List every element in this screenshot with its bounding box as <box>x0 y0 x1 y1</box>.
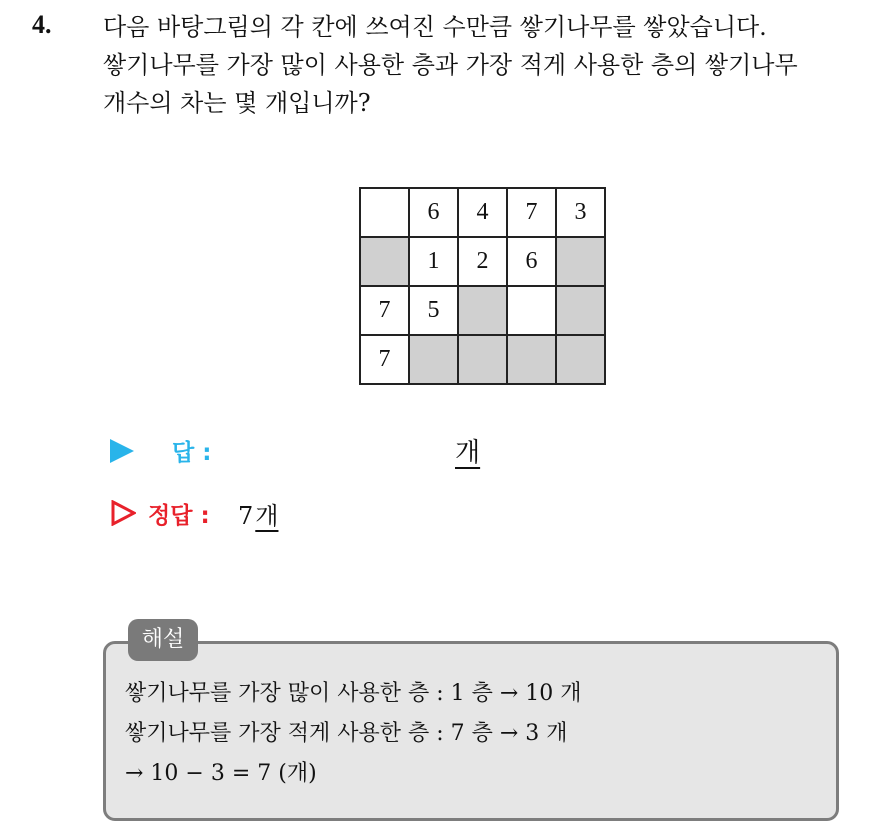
grid-cell: 7 <box>360 335 409 384</box>
grid-row <box>360 286 605 335</box>
grid-cell <box>360 188 409 237</box>
correct-answer-row <box>110 493 510 533</box>
grid-cell-shaded <box>458 335 507 384</box>
question-number: 4. <box>32 10 52 39</box>
correct-answer-unit: 개 <box>255 502 279 530</box>
grid-cell-shaded <box>556 286 605 335</box>
explanation-line: 쌓기나무를 가장 많이 사용한 층 : 1 층 → 10 개 <box>125 681 582 706</box>
explanation-tag: 해설 <box>128 619 198 661</box>
grid-cell-shaded <box>360 237 409 286</box>
grid-cell: 7 <box>507 188 556 237</box>
grid-row <box>360 335 605 384</box>
grid-cell: 6 <box>409 188 458 237</box>
grid-cell-shaded <box>458 286 507 335</box>
filled-triangle-icon <box>110 439 134 463</box>
explanation-line: 쌓기나무를 가장 적게 사용한 층 : 7 층 → 3 개 <box>125 721 568 746</box>
correct-answer-number: 7 <box>238 502 254 530</box>
answer-unit: 개 <box>455 438 481 468</box>
grid-cell: 6 <box>507 237 556 286</box>
outline-triangle-icon <box>111 500 136 526</box>
grid-cell-shaded <box>556 335 605 384</box>
grid-cell: 1 <box>409 237 458 286</box>
grid-row <box>360 188 605 237</box>
base-plan-grid <box>359 187 606 385</box>
correct-answer-label: 정답 : <box>148 503 210 529</box>
answer-row <box>110 430 510 470</box>
grid-cell: 7 <box>360 286 409 335</box>
grid-cell: 3 <box>556 188 605 237</box>
grid-cell: 5 <box>409 286 458 335</box>
question-line: 개수의 차는 몇 개입니까? <box>103 89 371 117</box>
explanation-text <box>125 674 582 794</box>
grid-row <box>360 237 605 286</box>
grid-cell-shaded <box>507 335 556 384</box>
grid-cell-shaded <box>556 237 605 286</box>
question-line: 쌓기나무를 가장 많이 사용한 층과 가장 적게 사용한 층의 쌓기나무 <box>103 51 798 79</box>
explanation-line: → 10 − 3 = 7 (개) <box>125 761 317 786</box>
grid-cell: 2 <box>458 237 507 286</box>
question-text <box>103 8 873 122</box>
correct-answer-value <box>238 496 278 531</box>
answer-label: 답 : <box>172 440 212 466</box>
grid-cell-shaded <box>409 335 458 384</box>
grid-cell <box>507 286 556 335</box>
grid-cell: 4 <box>458 188 507 237</box>
question-line: 다음 바탕그림의 각 칸에 쓰여진 수만큼 쌓기나무를 쌓았습니다. <box>103 13 767 41</box>
